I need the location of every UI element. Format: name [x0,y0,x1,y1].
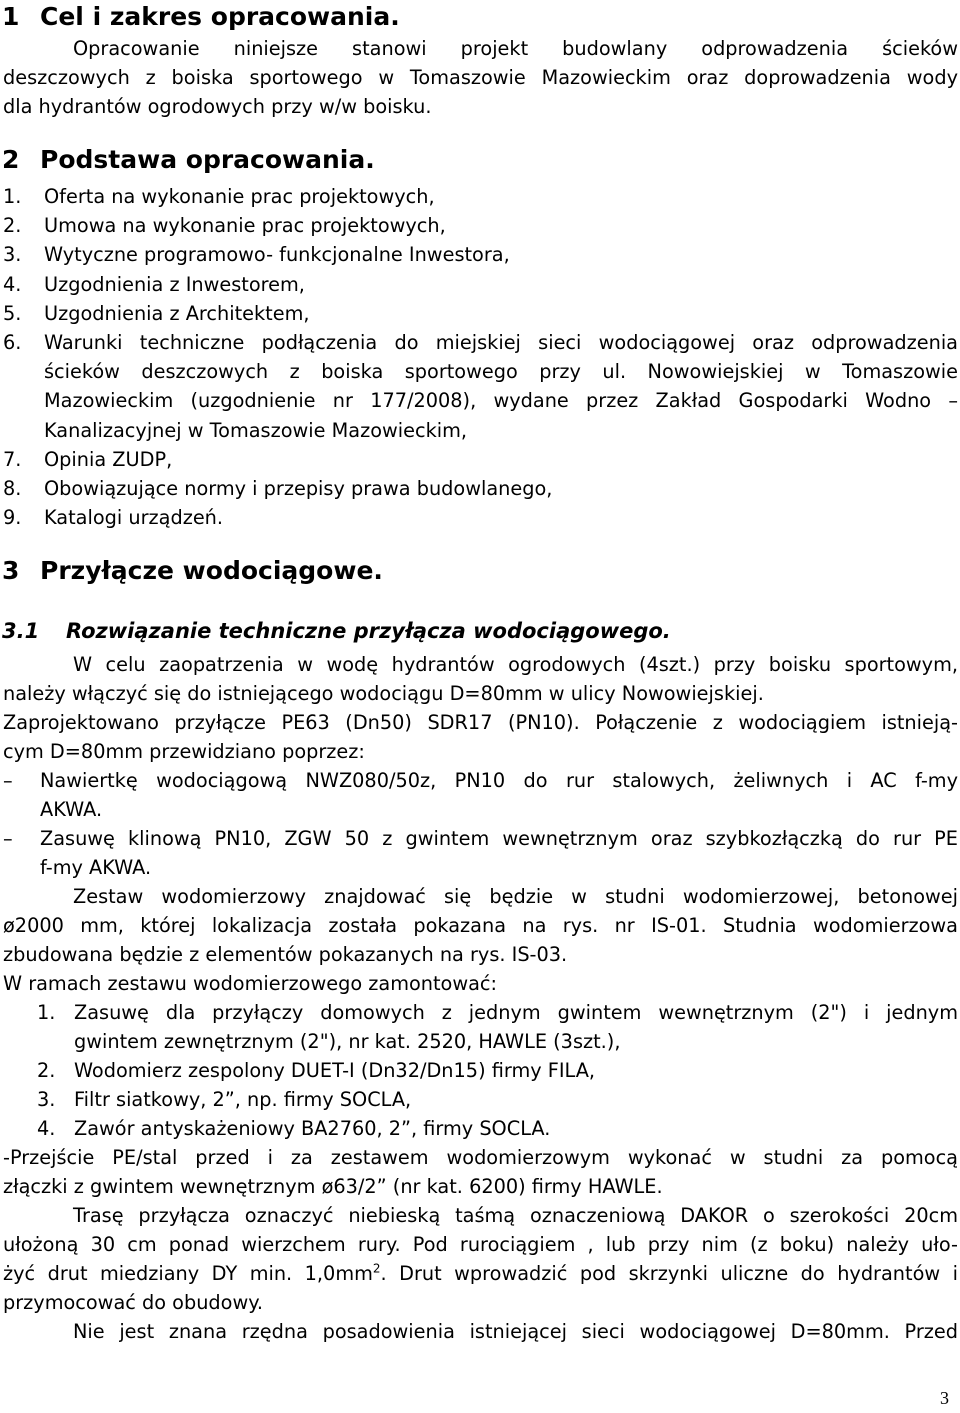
connection-paragraph [3,650,958,766]
list-marker: 3. [3,243,22,267]
list-item [3,824,958,882]
list-item-text: Opinia ZUDP, [44,447,173,471]
list-item [37,998,958,1056]
list-item-text: Warunki techniczne podłączenia do miejskiej sieci wodociągowej oraz odprowadzenia [44,331,958,355]
list-item-text: Mazowieckim (uzgodnienie nr 177/2008), wydane przez Zakład Gospodarki Wodno – [44,389,958,413]
text-line: Opracowanie niniejsze stanowi projekt budowlany odprowadzenia ścieków [73,37,958,60]
meter-paragraph [3,882,958,998]
basis-list [3,182,958,532]
section-heading-1 [2,2,400,32]
list-item-text: Umowa na wykonanie prac projektowych, [44,214,446,238]
text-line: przymocować do obudowy. [3,1291,264,1314]
text-line: W ramach zestawu wodomierzowego zamontować: [3,972,498,995]
section-title: Podstawa opracowania. [40,145,375,174]
list-marker: 4. [37,1117,56,1140]
list-item-text: Wytyczne programowo- funkcjonalne Inwestora, [44,243,510,267]
list-item [3,445,958,474]
list-marker: 1. [3,185,22,208]
list-item [37,1085,958,1114]
section-heading-3 [2,556,383,586]
section-number: 3 [2,556,20,585]
list-item-text: ścieków deszczowych z boiska sportowego przy ul. Nowowiejskiej w Tomaszowie [44,360,958,384]
list-item [37,1056,958,1085]
list-item-text: Zasuwę klinową PN10, ZGW 50 z gwintem wewnętrznym oraz szybkozłączką do rur PE [40,827,958,850]
list-marker: 5. [3,301,22,325]
section-title: Cel i zakres opracowania. [40,2,400,31]
text-line: W celu zaopatrzenia w wodę hydrantów ogrodowych (4szt.) przy boisku sportowym, [73,653,958,676]
list-marker: 9. [3,506,22,530]
text-line: zbudowana będzie z elementów pokazanych na rys. IS-03. [3,943,568,966]
section-heading-2 [2,145,375,175]
list-item-text: Wodomierz zespolony DUET-I (Dn32/Dn15) firmy FILA, [74,1059,596,1082]
text-line: Nie jest znana rzędna posadowienia istniejącej sieci wodociągowej D=80mm. Przed [73,1320,958,1343]
text-line: dla hydrantów ogrodowych przy w/w boisku. [3,95,432,118]
list-item-text: Kanalizacyjnej w Tomaszowie Mazowieckim, [44,418,468,442]
list-item [37,1114,958,1143]
text-fragment: . Drut wprowadzić pod skrzynki uliczne do hydrantów i [380,1262,958,1285]
text-line: złączki z gwintem wewnętrznym ø63/2” (nr kat. 6200) firmy HAWLE. [3,1175,663,1198]
list-marker: – [3,769,13,792]
page-number: 3 [940,1388,949,1408]
list-item-text: Zawór antyskażeniowy BA2760, 2”, firmy SOCLA. [74,1117,551,1140]
list-item-text: Uzgodnienia z Architektem, [44,301,310,325]
list-marker: 8. [3,477,22,501]
list-item-text: Oferta na wykonanie prac projektowych, [44,185,435,208]
list-item [3,270,958,299]
text-line: -Przejście PE/stal przed i za zestawem wodomierzowym wykonać w studni za pomocą [3,1146,958,1169]
list-item-text: Filtr siatkowy, 2”, np. firmy SOCLA, [74,1088,412,1111]
transition-paragraph [3,1143,958,1201]
list-marker: 1. [37,1001,56,1024]
list-item-text: Nawiertkę wodociągową NWZ080/50z, PN10 do rur stalowych, żeliwnych i AC f-my [40,769,958,792]
list-marker: 2. [3,214,22,238]
text-line: deszczowych z boiska sportowego w Tomaszowie Mazowieckim oraz doprowadzenia wody [3,66,958,89]
text-line [3,1259,958,1288]
intro-paragraph [3,34,958,121]
meter-set-list [37,998,958,1143]
list-item [3,211,958,240]
fittings-list [3,766,958,882]
section-number: 2 [2,145,20,174]
list-item [3,474,958,503]
list-item-text: Zasuwę dla przyłączy domowych z jednym gwintem wewnętrznym (2") i jednym [74,1001,958,1024]
list-marker: 2. [37,1059,56,1082]
text-line: Zestaw wodomierzowy znajdować się będzie w studni wodomierzowej, betonowej [73,885,958,908]
list-item-text: f-my AKWA. [40,856,152,879]
marking-paragraph [3,1201,958,1317]
superscript: 2 [372,1261,381,1276]
text-line: cym D=80mm przewidziano poprzez: [3,740,365,763]
section-number: 1 [2,2,20,31]
text-line: Zaprojektowano przyłącze PE63 (Dn50) SDR17 (PN10). Połączenie z wodociągiem istnieją- [3,711,958,734]
list-item-text: Uzgodnienia z Inwestorem, [44,272,305,296]
text-line: ułożoną 30 cm ponad wierzchem rury. Pod rurociągiem , lub przy nim (z boku) należy uło- [3,1233,958,1256]
text-line: ø2000 mm, której lokalizacja została pokazana na rys. nr IS-01. Studnia wodomierzowa [3,914,958,937]
list-item [3,299,958,328]
list-item [3,182,958,211]
section-title: Przyłącze wodociągowe. [40,556,383,585]
list-item [3,328,958,445]
subsection-number: 3.1 [2,619,40,643]
closing-paragraph [3,1317,958,1346]
text-fragment: żyć drut miedziany DY min. 1,0mm [3,1262,373,1285]
list-marker: 3. [37,1088,56,1111]
text-line: Trasę przyłącza oznaczyć niebieską taśmą oznaczeniową DAKOR o szerokości 20cm [73,1204,958,1227]
list-marker: 7. [3,447,22,471]
list-item-text: Obowiązujące normy i przepisy prawa budowlanego, [44,477,553,501]
list-item-text: gwintem zewnętrznym (2"), nr kat. 2520, HAWLE (3szt.), [74,1030,621,1053]
subsection-title: Rozwiązanie techniczne przyłącza wodociągowego. [66,619,671,643]
list-marker: 4. [3,272,22,296]
subsection-heading-3-1 [2,617,671,645]
text-line: należy włączyć się do istniejącego wodociągu D=80mm w ulicy Nowowiejskiej. [3,682,764,705]
list-item-text: AKWA. [40,798,103,821]
list-item-text: Katalogi urządzeń. [44,506,224,530]
list-item [3,503,958,532]
list-item [3,240,958,269]
list-marker: – [3,827,13,850]
list-marker: 6. [3,331,22,355]
list-item [3,766,958,824]
